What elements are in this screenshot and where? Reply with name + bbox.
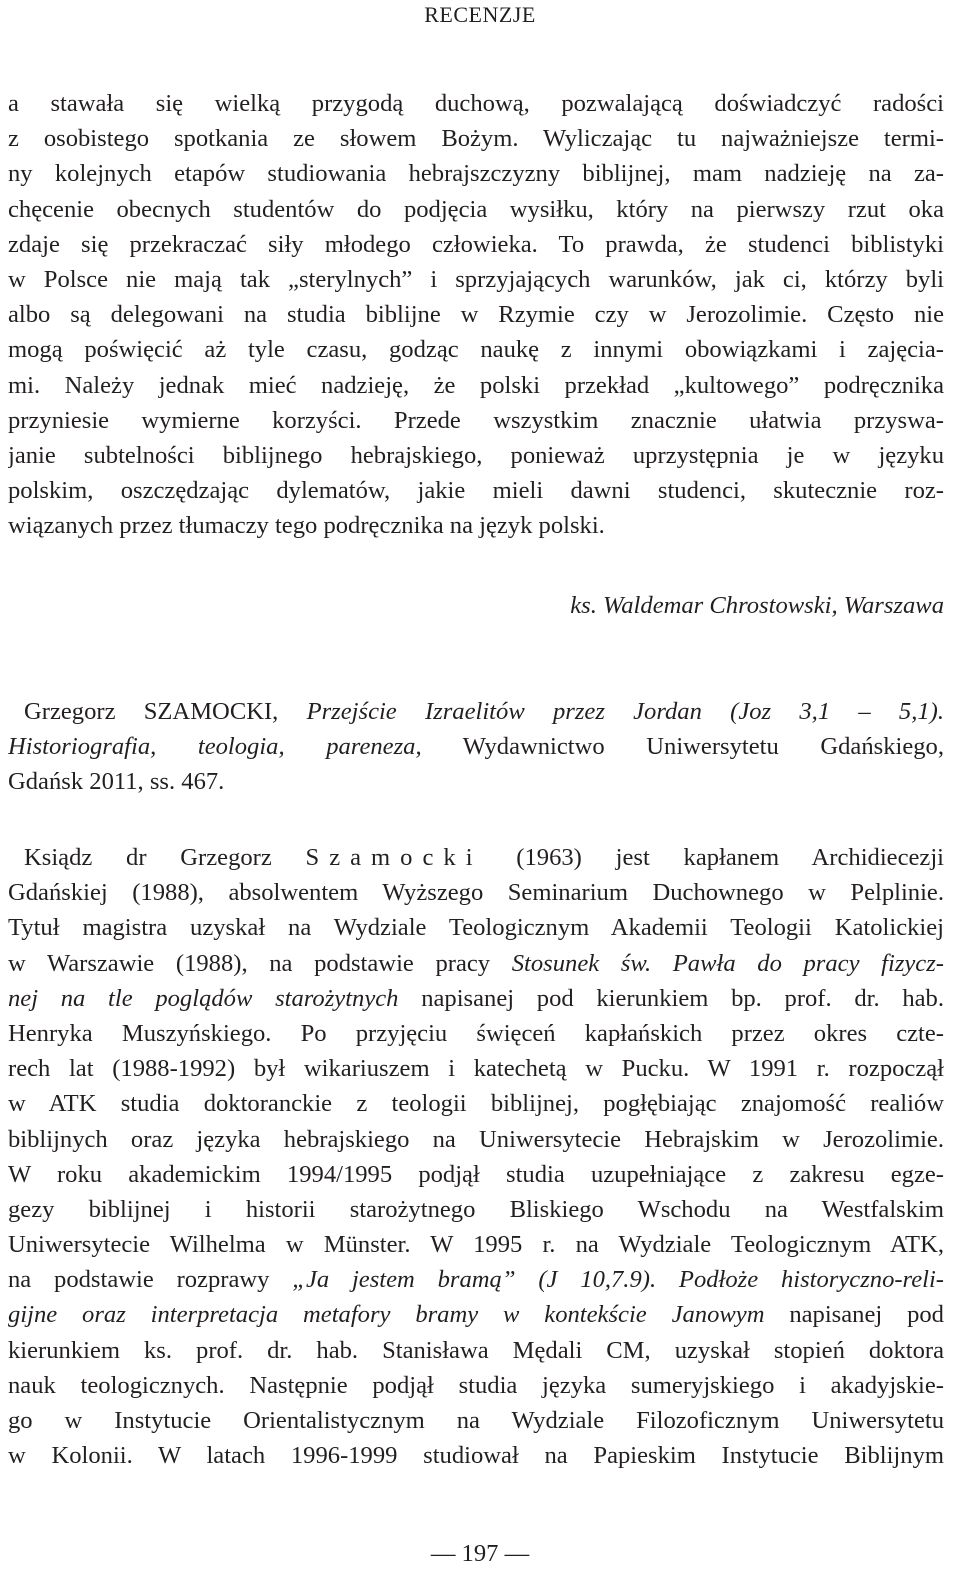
text-span: Ksiądz dr Grzegorz — [24, 844, 272, 871]
text-line: z osobistego spotkania ze słowem Bożym. Wyliczając tu najważniejsze termi- — [8, 125, 944, 153]
citation-line — [8, 764, 944, 799]
text-line: ny kolejnych etapów studiowania hebrajszczyzny biblijnej, mam nadzieję na za- — [8, 160, 944, 188]
citation-line — [8, 694, 944, 729]
spaced-author-name: Szamocki — [305, 844, 483, 871]
text-line: Henryka Muszyńskiego. Po przyjęciu święceń kapłańskich przez okres czte- — [8, 1019, 944, 1047]
book-citation — [8, 694, 944, 800]
text-line: kierunkiem ks. prof. dr. hab. Stanisława Mędali CM, uzyskał stopień doktora — [8, 1336, 944, 1364]
text-line: Tytuł magistra uzyskał na Wydziale Teologicznym Akademii Teologii Katolickiej — [8, 914, 944, 942]
text-line: mogą poświęcić aż tyle czasu, godząc naukę z innymi obowiązkami i zajęcia- — [8, 336, 944, 364]
running-header: RECENZJE — [424, 2, 536, 27]
citation-publisher: Wydawnictwo Uniwersytetu Gdańskiego, — [462, 733, 944, 761]
text-line: w Polsce nie mają tak „sterylnych” i sprzyjających warunków, jak ci, którzy byli — [8, 265, 944, 293]
review-body-paragraph — [8, 840, 944, 1473]
text-span: na podstawie rozprawy — [8, 1266, 270, 1294]
page-number: — 197 — — [430, 1540, 530, 1567]
citation-subtitle: Historiografia, teologia, pareneza, — [8, 733, 422, 761]
citation-title: Przejście Izraelitów przez Jordan (Joz 3,1 – 5,1). — [306, 698, 944, 725]
text-line: W roku akademickim 1994/1995 podjął studia uzupełniające z zakresu egze- — [8, 1160, 944, 1188]
text-line — [8, 1262, 944, 1297]
citation-line — [8, 729, 944, 764]
text-line: gezy biblijnej i historii starożytnego Bliskiego Wschodu na Westfalskim — [8, 1195, 944, 1223]
text-line: polskim, oszczędzając dylematów, jakie mieli dawni studenci, skutecznie roz- — [8, 477, 944, 505]
text-span: w Warszawie (1988), na podstawie pracy — [8, 949, 491, 977]
text-line — [8, 840, 944, 875]
text-span: napisanej pod — [789, 1301, 944, 1329]
text-span: napisanej pod kierunkiem bp. prof. dr. hab. — [421, 984, 944, 1012]
text-line: w Kolonii. W latach 1996-1999 studiował na Papieskim Instytucie Biblijnym — [8, 1442, 944, 1470]
text-line: rech lat (1988-1992) był wikariuszem i katechetą w Pucku. W 1991 r. rozpoczął — [8, 1055, 944, 1083]
text-line: go w Instytucie Orientalistycznym na Wydziale Filozoficznym Uniwersytetu — [8, 1407, 944, 1434]
text-line — [8, 981, 944, 1016]
italic-dissertation-title: „Ja jestem bramą” (J 10,7.9). Podłoże historyczno-reli- — [292, 1266, 944, 1294]
text-line: nauk teologicznych. Następnie podjął studia języka sumeryjskiego i akadyjskie- — [8, 1371, 944, 1399]
citation-place-year: Gdańsk 2011, ss. 467. — [8, 768, 225, 796]
review-signature: ks. Waldemar Chrostowski, Warszawa — [570, 592, 944, 619]
italic-thesis-title: Stosunek św. Pawła do pracy fizycz- — [511, 949, 944, 977]
text-line: wiązanych przez tłumaczy tego podręcznika na język polski. — [8, 512, 605, 540]
text-line: biblijnych oraz języka hebrajskiego na Uniwersytecie Hebrajskim w Jerozolimie. — [8, 1125, 944, 1153]
italic-dissertation-title: gijne oraz interpretacja metafory bramy w kontekście Janowym — [8, 1301, 765, 1329]
text-line: w ATK studia doktoranckie z teologii biblijnej, pogłębiając znajomość realiów — [8, 1090, 944, 1118]
text-line: zdaje się przekraczać siły młodego człowieka. To prawda, że studenci biblistyki — [8, 230, 944, 258]
italic-thesis-title: nej na tle poglądów starożytnych — [8, 984, 399, 1012]
text-span: (1963) jest kapłanem Archidiecezji — [516, 844, 944, 871]
text-line: przyniesie wymierne korzyści. Przede wszystkim znacznie ułatwia przyswa- — [8, 406, 944, 434]
text-line: a stawała się wielką przygodą duchową, pozwalającą doświadczyć radości — [8, 90, 944, 117]
text-line: janie subtelności biblijnego hebrajskiego, ponieważ uprzystępnia je w języku — [8, 441, 944, 469]
text-line: albo są delegowani na studia biblijne w Rzymie czy w Jerozolimie. Często nie — [8, 301, 944, 329]
text-line — [8, 1297, 944, 1332]
review-continuation-paragraph — [8, 86, 944, 543]
text-line: Uniwersytecie Wilhelma w Münster. W 1995 r. na Wydziale Teologicznym ATK, — [8, 1231, 944, 1259]
text-line — [8, 946, 944, 981]
citation-author: Grzegorz SZAMOCKI, — [24, 698, 279, 725]
text-line: mi. Należy jednak mieć nadzieję, że polski przekład „kultowego” podręcznika — [8, 371, 944, 399]
text-line: chęcenie obecnych studentów do podjęcia wysiłku, który na pierwszy rzut oka — [8, 195, 944, 223]
text-line: Gdańskiej (1988), absolwentem Wyższego Seminarium Duchownego w Pelplinie. — [8, 879, 944, 907]
